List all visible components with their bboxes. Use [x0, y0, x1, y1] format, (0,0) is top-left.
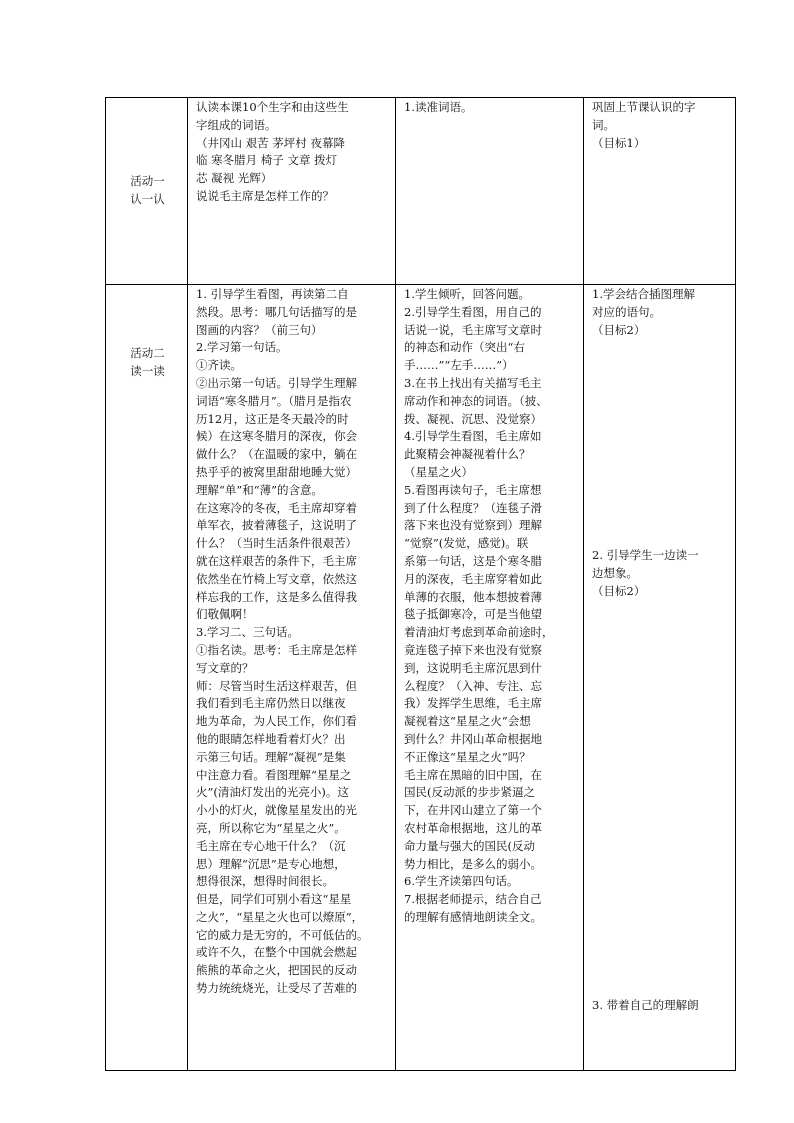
text-line: 3.学习二、三句话。 — [196, 625, 299, 640]
text-line: 师：尽管当时生活这样艰苦，但 — [196, 678, 357, 693]
text-line: 词语“寒冬腊月”。（腊月是指农 — [196, 393, 352, 408]
goal-cell — [584, 285, 736, 1071]
lesson-plan-table — [105, 97, 736, 1071]
text-line: 熊熊的革命之火，把国民的反动 — [196, 963, 357, 978]
text-line: 竟连毯子掉下来也没有觉察 — [404, 642, 542, 657]
text-line: 依然坐在竹椅上写文章，依然这 — [196, 571, 357, 586]
text-line: 到了什么程度？（连毯子滑 — [404, 500, 542, 515]
text-line: 小小的灯火，就像星星发出的光 — [196, 803, 357, 818]
text-line: 话说一说，毛主席写文章时 — [404, 322, 542, 337]
text-line: 认读本课10个生字和由这些生 — [196, 100, 349, 114]
text-line: 凝视着这“星星之火”会想 — [404, 714, 531, 729]
text-line: 芯 凝视 光辉） — [196, 171, 273, 186]
text-line: 就在这样艰苦的条件下，毛主席 — [196, 553, 357, 568]
text-line: 不正像这“星星之火”吗？ — [404, 749, 531, 764]
text-line: 3. 带着自己的理解朗 — [592, 997, 699, 1012]
text-line: （井冈山 艰苦 茅坪村 夜幕降 — [196, 135, 345, 150]
text-line: 3.在书上找出有关描写毛主 — [404, 375, 542, 390]
text-line: 理解“单”和“薄”的含意。 — [196, 482, 324, 497]
text-line: 此聚精会神凝视着什么？ — [404, 447, 531, 462]
text-line: 势力统统烧光，让受尽了苦难的 — [196, 981, 357, 996]
text-line: ②出示第一句话。引导学生理解 — [196, 375, 357, 390]
text-line: 席动作和神态的词语。（披、 — [404, 393, 548, 408]
text-line: 1. 引导学生看图，再读第二自 — [196, 287, 349, 301]
text-line: 系第一句话，这是个寒冬腊 — [404, 553, 542, 568]
text-line: 5.看图再读句子，毛主席想 — [404, 482, 542, 497]
text-line: 月的深夜，毛主席穿着如此 — [404, 571, 542, 586]
text-line: ①指名读。思考：毛主席是怎样 — [196, 642, 357, 657]
teacher-activity-cell — [188, 285, 396, 1071]
text-line: 6.学生齐读第四句话。 — [404, 874, 519, 889]
text-line: 中注意力看。看图理解“星星之 — [196, 767, 352, 782]
text-line: 着清油灯考虑到革命前途时， — [404, 625, 554, 640]
text-line: 国民(反动派的步步紧逼之 — [404, 785, 535, 800]
text-line: 毯子抵御寒冷，可是当他望 — [404, 607, 542, 622]
spacer — [592, 601, 729, 997]
text-line: 历12月，这正是冬天最冷的时 — [196, 411, 349, 426]
text-line: 示第三句话。理解“凝视”是集 — [196, 749, 346, 764]
text-line: 他的眼睛怎样地看着灯火？出 — [196, 731, 346, 746]
activity-label-cell — [106, 98, 188, 285]
text-line: 思）理解“沉思”是专心地想， — [196, 856, 346, 871]
student-activity-cell — [396, 98, 584, 285]
text-line: 到什么？井冈山革命根据地 — [404, 731, 542, 746]
text-line: 2. 引导学生一边读一 — [592, 548, 699, 563]
text-line: 毛主席在黑暗的旧中国，在 — [404, 767, 542, 782]
goal-cell — [584, 98, 736, 285]
text-line: 写文章的？ — [196, 660, 254, 675]
text-line: 的理解有感情地朗读全文。 — [404, 909, 542, 924]
text-line: 们敬佩啊！ — [196, 607, 254, 622]
text-line: 在这寒冷的冬夜，毛主席却穿着 — [196, 500, 357, 515]
text-line: 拨、凝视、沉思、没觉察） — [404, 411, 542, 426]
text-line: 我）发挥学生思维，毛主席 — [404, 696, 542, 711]
text-line: 想得很深，想得时间很长。 — [196, 874, 334, 889]
text-line: 然段。思考：哪几句话描写的是 — [196, 304, 357, 319]
text-line: 做什么？（在温暖的家中，躺在 — [196, 447, 357, 462]
text-line: 样忘我的工作，这是多么值得我 — [196, 589, 357, 604]
teacher-activity-cell — [188, 98, 396, 285]
activity-subtitle: 认一认 — [130, 191, 165, 206]
text-line: ①齐读。 — [196, 358, 242, 373]
text-line: 的神态和动作（突出“右 — [404, 340, 525, 355]
activity-row-1 — [106, 98, 736, 285]
student-activity-cell — [396, 285, 584, 1071]
text-line: （目标2） — [592, 322, 646, 337]
text-line: 亮，所以称它为“星星之火”。 — [196, 820, 346, 835]
text-line: 落下来也没有觉察到）理解 — [404, 518, 542, 533]
text-line: 2.引导学生看图，用自己的 — [404, 304, 542, 319]
text-line: 1.读准词语。 — [404, 100, 473, 114]
text-line: 到，这说明毛主席沉思到什 — [404, 660, 542, 675]
activity-row-2 — [106, 285, 736, 1071]
text-line: 临 寒冬腊月 椅子 文章 拨灯 — [196, 153, 338, 168]
text-line: 2.学习第一句话。 — [196, 340, 288, 355]
text-line: 图画的内容？（前三句） — [196, 322, 323, 337]
text-line: 农村革命根据地，这儿的革 — [404, 820, 542, 835]
text-line: 1.学生倾听，回答问题。 — [404, 287, 530, 301]
activity-name: 活动一 — [130, 173, 165, 188]
text-line: 手……”“左手……”） — [404, 358, 514, 373]
text-line: 边想象。 — [592, 566, 638, 581]
text-line: 之火”，“星星之火也可以燎原”， — [196, 909, 364, 924]
text-line: 词。 — [592, 117, 615, 132]
text-line: 字组成的词语。 — [196, 117, 277, 132]
activity-label-cell — [106, 285, 188, 1071]
text-line: 命力量与强大的国民(反动 — [404, 838, 535, 853]
text-line: 说说毛主席是怎样工作的？ — [196, 188, 334, 203]
text-line: 单军衣，披着薄毯子，这说明了 — [196, 518, 357, 533]
text-line: 1.学会结合插图理解 — [592, 287, 695, 301]
text-line: （星星之火） — [404, 464, 473, 479]
text-line: 什么？（当时生活条件很艰苦） — [196, 536, 357, 551]
text-line: 毛主席在专心地干什么？（沉 — [196, 838, 346, 853]
spacer — [592, 339, 729, 547]
text-line: 下，在井冈山建立了第一个 — [404, 803, 542, 818]
text-line: 但是，同学们可别小看这“星星 — [196, 892, 352, 907]
text-line: 热乎乎的被窝里甜甜地睡大觉） — [196, 464, 357, 479]
text-line: （目标1） — [592, 135, 646, 150]
text-line: 么程度？（入神、专注、忘 — [404, 678, 542, 693]
activity-name: 活动二 — [130, 346, 165, 360]
text-line: 火”(清油灯发出的光亮小)。这 — [196, 785, 349, 800]
text-line: 巩固上节课认识的字 — [592, 100, 696, 114]
text-line: （目标2） — [592, 583, 646, 598]
text-line: 7.根据老师提示，结合自己 — [404, 892, 542, 907]
text-line: 我们看到毛主席仍然日以继夜 — [196, 696, 346, 711]
text-line: 4.引导学生看图，毛主席如 — [404, 429, 542, 444]
text-line: “觉察”(发觉，感觉)。联 — [404, 536, 529, 551]
text-line: 候）在这寒冬腊月的深夜，你会 — [196, 429, 357, 444]
text-line: 对应的语句。 — [592, 304, 661, 319]
text-line: 地为革命，为人民工作，你们看 — [196, 714, 357, 729]
activity-subtitle: 读一读 — [130, 363, 165, 378]
text-line: 它的威力是无穷的，不可低估的。 — [196, 927, 369, 942]
text-line: 势力相比，是多么的弱小。 — [404, 856, 542, 871]
text-line: 或许不久，在整个中国就会燃起 — [196, 945, 357, 960]
text-line: 单薄的衣服，他本想披着薄 — [404, 589, 542, 604]
